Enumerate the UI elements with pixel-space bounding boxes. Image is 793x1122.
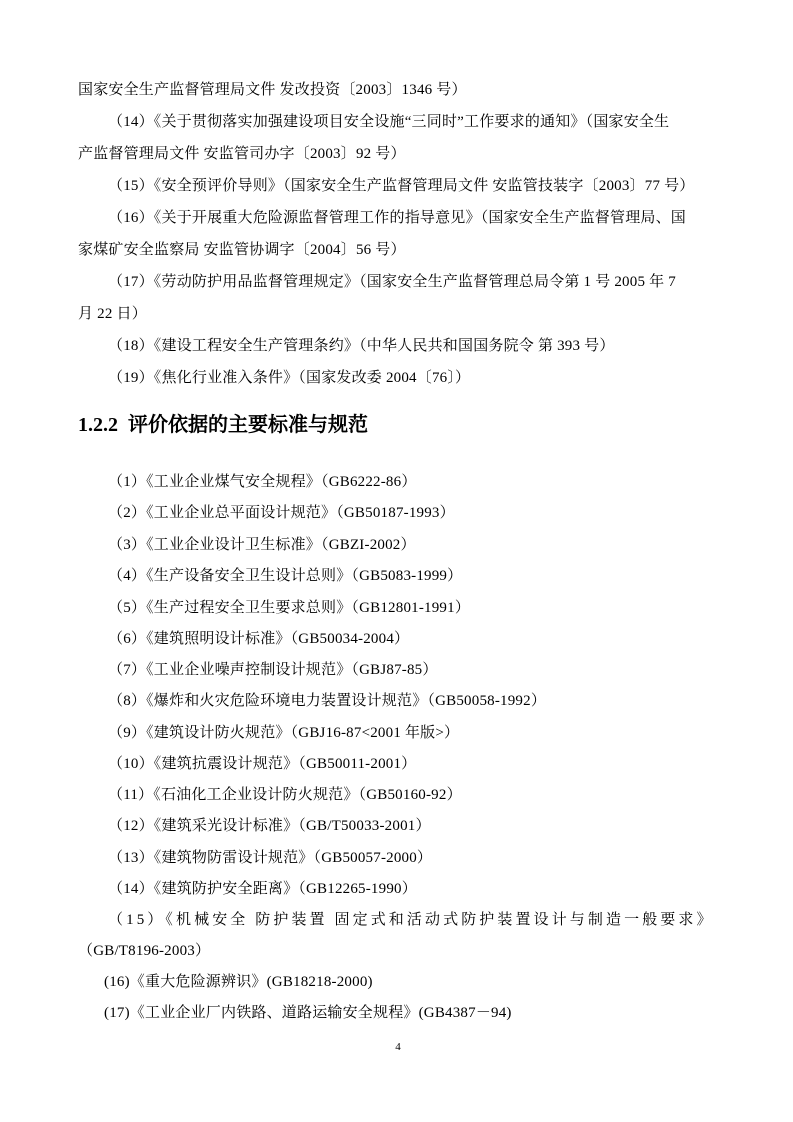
section-title: 评价依据的主要标准与规范 (128, 414, 368, 436)
standard-item-10: （10）《建筑抗震设计规范》（GB50011-2001） (108, 756, 417, 772)
regulation-line-continuation: 国家安全生产监督管理局文件 发改投资〔2003〕1346 号） (78, 82, 467, 98)
regulation-item-19: （19）《焦化行业准入条件》（国家发改委 2004〔76〕） (108, 370, 471, 386)
standard-item-8: （8）《爆炸和火灾危险环境电力装置设计规范》（GB50058-1992） (108, 693, 547, 709)
standard-item-9: （9）《建筑设计防火规范》（GBJ16-87<2001 年版>） (108, 725, 460, 741)
standard-item-1: （1）《工业企业煤气安全规程》（GB6222-86） (108, 474, 417, 490)
regulation-item-15: （15）《安全预评价导则》（国家安全生产监督管理局文件 安监管技装字〔2003〕77 号） (108, 178, 695, 194)
regulation-item-16-continuation: 家煤矿安全监察局 安监管协调字〔2004〕56 号） (78, 242, 406, 258)
standard-item-4: （4）《生产设备安全卫生设计总则》（GB5083-1999） (108, 568, 463, 584)
standard-item-7: （7）《工业企业噪声控制设计规范》（GBJ87-85） (108, 662, 438, 678)
regulation-item-14-continuation: 产监督管理局文件 安监管司办字〔2003〕92 号） (78, 146, 406, 162)
standard-item-14: （14）《建筑防护安全距离》（GB12265-1990） (108, 881, 417, 897)
standard-item-16: (16)《重大危险源辨识》(GB18218-2000) (104, 974, 373, 990)
standard-item-5: （5）《生产过程安全卫生要求总则》（GB12801-1991） (108, 600, 471, 616)
section-heading (78, 411, 368, 439)
standard-item-6: （6）《建筑照明设计标准》（GB50034-2004） (108, 631, 410, 647)
standard-item-3: （3）《工业企业设计卫生标准》（GBZI-2002） (108, 537, 416, 553)
standard-item-15-continuation: （GB/T8196-2003） (78, 943, 211, 959)
standard-item-11: （11）《石油化工企业设计防火规范》（GB50160-92） (108, 787, 462, 803)
standard-item-15: （15）《机械安全 防护装置 固定式和活动式防护装置设计与制造一般要求》 (108, 912, 715, 928)
regulation-item-18: （18）《建设工程安全生产管理条约》（中华人民共和国国务院令 第 393 号） (108, 338, 615, 354)
page-number: 4 (395, 1041, 401, 1053)
standard-item-17: (17)《工业企业厂内铁路、道路运输安全规程》(GB4387－94) (104, 1005, 512, 1021)
standard-item-13: （13）《建筑物防雷设计规范》（GB50057-2000） (108, 850, 433, 866)
section-number: 1.2.2 (78, 414, 118, 436)
regulation-item-17: （17）《劳动防护用品监督管理规定》（国家安全生产监督管理总局令第 1 号 2005 年 7 (108, 274, 676, 290)
regulation-item-16: （16）《关于开展重大危险源监督管理工作的指导意见》（国家安全生产监督管理局、国 (108, 210, 687, 226)
regulation-item-17-continuation: 月 22 日） (78, 306, 147, 322)
regulation-item-14: （14）《关于贯彻落实加强建设项目安全设施“三同时”工作要求的通知》（国家安全生 (108, 114, 670, 130)
standard-item-2: （2）《工业企业总平面设计规范》（GB50187-1993） (108, 505, 455, 521)
standard-item-12: （12）《建筑采光设计标准》（GB/T50033-2001） (108, 818, 431, 834)
